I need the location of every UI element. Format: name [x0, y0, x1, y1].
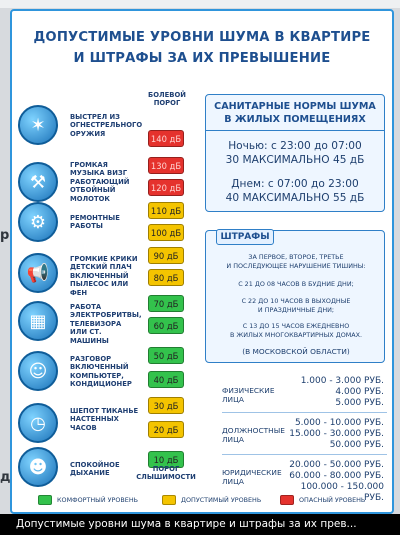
conversation-icon: ☺ — [18, 351, 58, 391]
legend-swatch — [38, 495, 52, 505]
fines-text-line: С 21 ДО 08 ЧАСОВ В БУДНИЕ ДНИ; — [238, 280, 354, 288]
clock-icon: ◷ — [18, 403, 58, 443]
night-limits: 30 МАКСИМАЛЬНО 45 дБ — [225, 154, 365, 166]
sanitary-norms-box — [205, 94, 385, 212]
noise-source-label: ШЕПОТ ТИКАНЬЕ НАСТЕННЫХ ЧАСОВ — [70, 407, 139, 432]
fines-text-line: С 22 ДО 10 ЧАСОВ В ВЫХОДНЫЕ — [241, 297, 351, 305]
fines-tab-label: ШТРАФЫ — [216, 229, 274, 245]
decibel-badge: 30 дБ — [148, 397, 184, 414]
divider — [206, 130, 384, 131]
sanitary-title-line1: САНИТАРНЫЕ НОРМЫ ШУМА — [214, 101, 376, 112]
fines-text-line: И ПРАЗДНИЧНЫЕ ДНИ; — [257, 306, 335, 314]
legend-label: ДОПУСТИМЫЙ УРОВЕНЬ — [181, 496, 262, 504]
decibel-badge: 20 дБ — [148, 421, 184, 438]
noise-source-label: РЕМОНТНЫЕ РАБОТЫ — [70, 214, 120, 231]
pain-threshold-caption: БОЛЕВОЙ ПОРОГ — [148, 91, 186, 107]
night-hours: Ночью: с 23:00 до 07:00 — [228, 140, 362, 152]
gun-icon: ✶ — [18, 105, 58, 145]
fines-text-line: С 13 ДО 15 ЧАСОВ ЕЖЕДНЕВНО — [242, 322, 350, 330]
decibel-badge: 130 дБ — [148, 157, 184, 174]
day-hours: Днем: с 07:00 до 23:00 — [231, 178, 359, 190]
fine-category: ЮРИДИЧЕСКИЕ ЛИЦА — [222, 468, 282, 486]
color-legend — [12, 485, 394, 514]
decibel-badge: 10 дБ — [148, 451, 184, 468]
decibel-badge: 120 дБ — [148, 179, 184, 196]
sanitary-norms-title — [206, 95, 384, 126]
decibel-badge: 90 дБ — [148, 247, 184, 264]
noise-source-label: ГРОМКИЕ КРИКИ ДЕТСКИЙ ПЛАЧ ВКЛЮЧЕННЫЙ ПЫЛЕСОС ИЛИ ФЕН — [70, 255, 138, 297]
fine-amount: 20.000 - 50.000 РУБ. — [289, 460, 384, 470]
washing-machine-icon: ▦ — [18, 301, 58, 341]
noise-source-label: СПОКОЙНОЕ ДЫХАНИЕ — [70, 461, 120, 478]
legend-label: ОПАСНЫЙ УРОВЕНЬ — [299, 496, 366, 504]
day-limits: 40 МАКСИМАЛЬНО 55 дБ — [225, 192, 365, 204]
fine-amount: 1.000 - 3.000 РУБ. — [300, 376, 384, 386]
table-divider — [222, 454, 387, 455]
legend-swatch — [162, 495, 176, 505]
decibel-badge: 50 дБ — [148, 347, 184, 364]
poster-title-line2: И ШТРАФЫ ЗА ИХ ПРЕВЫШЕНИЕ — [73, 51, 331, 66]
fine-category: ДОЛЖНОСТНЫЕ ЛИЦА — [222, 426, 285, 444]
fine-amount: 5.000 - 10.000 РУБ. — [294, 418, 384, 428]
spacer — [206, 167, 384, 177]
decibel-badge: 40 дБ — [148, 371, 184, 388]
decibel-badge: 80 дБ — [148, 269, 184, 286]
decibel-badge: 100 дБ — [148, 224, 184, 241]
noise-poster-image[interactable] — [10, 9, 394, 514]
fines-text-line: ЗА ПЕРВОЕ, ВТОРОЕ, ТРЕТЬЕ — [248, 253, 344, 261]
decibel-badge: 140 дБ — [148, 130, 184, 147]
noise-source-label: РАЗГОВОР ВКЛЮЧЕННЫЙ КОМПЬЮТЕР, КОНДИЦИОНЕР — [70, 355, 132, 389]
fines-region-note: (В МОСКОВСКОЙ ОБЛАСТИ) — [242, 347, 350, 356]
legend-label: КОМФОРТНЫЙ УРОВЕНЬ — [57, 496, 139, 504]
noise-source-label: ГРОМКАЯ МУЗЫКА ВИЗГ РАБОТАЮЩИЙ ОТБОЙНЫЙ МОЛОТОК — [70, 161, 130, 203]
hearing-threshold-caption: ПОРОГ СЛЫШИМОСТИ — [136, 465, 196, 481]
jackhammer-icon: ⚒ — [18, 162, 58, 202]
megaphone-icon: 📢 — [18, 253, 58, 293]
poster-title-line1: ДОПУСТИМЫЕ УРОВНИ ШУМА В КВАРТИРЕ — [33, 30, 371, 45]
person-resting-icon: ☻ — [18, 447, 58, 487]
fine-amount: 4.000 РУБ. — [335, 387, 384, 397]
page-text-fragment: д — [0, 470, 10, 485]
decibel-badge: 70 дБ — [148, 295, 184, 312]
fine-amount: 5.000 РУБ. — [335, 398, 384, 408]
image-caption-link[interactable]: Допустимые уровни шума в квартире и штрафы за их прев... — [0, 514, 400, 535]
browser-top-strip — [0, 0, 400, 8]
page-text-fragment: р — [0, 228, 10, 243]
fine-category: ФИЗИЧЕСКИЕ ЛИЦА — [222, 386, 275, 404]
sanitary-title-line2: В ЖИЛЫХ ПОМЕЩЕНИЯХ — [224, 114, 366, 125]
legend-item-acceptable — [162, 495, 261, 505]
fine-amount: 100.000 - 150.000 РУБ. — [300, 482, 384, 503]
table-divider — [222, 412, 387, 413]
noise-source-label: ВЫСТРЕЛ ИЗ ОГНЕСТРЕЛЬНОГО ОРУЖИЯ — [70, 113, 143, 138]
legend-item-dangerous — [280, 495, 365, 505]
fines-text-line: И ПОСЛЕДУЮЩЕЕ НАРУШЕНИЕ ТИШИНЫ: — [226, 262, 366, 270]
fine-amount: 60.000 - 80.000 РУБ. — [289, 471, 384, 481]
fines-box — [205, 230, 385, 363]
noise-source-label: РАБОТА ЭЛЕКТРОБРИТВЫ, ТЕЛЕВИЗОРА ИЛИ СТ. МАШИНЫ — [70, 303, 142, 345]
decibel-badge: 110 дБ — [148, 202, 184, 219]
fine-amount: 50.000 РУБ. — [329, 440, 384, 450]
fine-amount: 15.000 - 30.000 РУБ. — [289, 429, 384, 439]
decibel-badge: 60 дБ — [148, 317, 184, 334]
fines-text-line: В ЖИЛЫХ МНОГОКВАРТИРНЫХ ДОМАХ. — [229, 331, 363, 339]
legend-swatch — [280, 495, 294, 505]
drill-icon: ⚙ — [18, 202, 58, 242]
legend-item-comfortable — [38, 495, 138, 505]
poster-title — [12, 27, 392, 69]
